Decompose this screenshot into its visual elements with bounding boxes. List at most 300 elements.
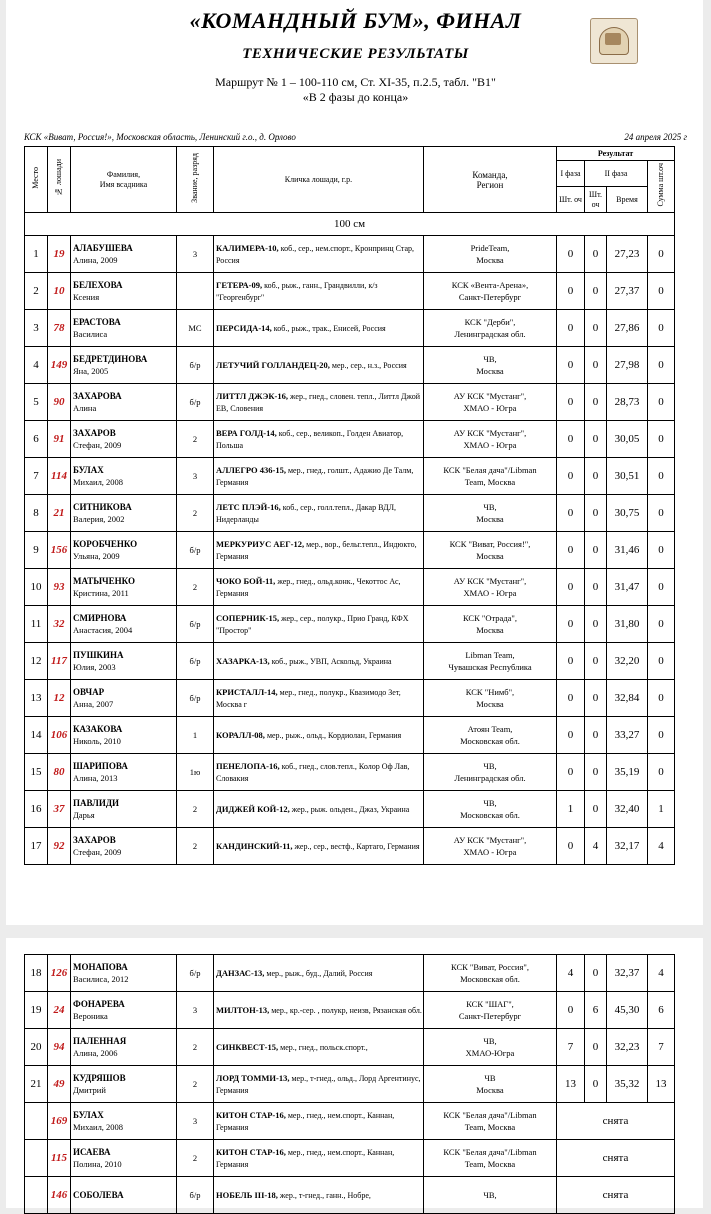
horse-cell bbox=[214, 532, 424, 569]
horse-cell bbox=[214, 569, 424, 606]
phase2-penalty: 0 bbox=[585, 495, 607, 532]
team-cell: АУ КСК "Мустанг", ХМАО - Югра bbox=[424, 569, 557, 606]
rider-surname: ЗАХАРОВА bbox=[73, 391, 122, 401]
penalty-sum: 7 bbox=[648, 1029, 675, 1066]
penalty-sum: 0 bbox=[648, 421, 675, 458]
phase1-penalty: 0 bbox=[557, 421, 585, 458]
rider-name: Василиса, 2012 bbox=[73, 974, 129, 984]
horse-cell bbox=[214, 1029, 424, 1066]
rider-surname: СИТНИКОВА bbox=[73, 502, 132, 512]
horse-details: мер., гнед., нем.спорт., Каннан, Германия bbox=[216, 1147, 395, 1169]
phase2-penalty: 0 bbox=[585, 532, 607, 569]
penalty-sum: 4 bbox=[648, 955, 675, 992]
phase2-time: 45,30 bbox=[607, 992, 648, 1029]
rider-cell bbox=[71, 236, 177, 273]
place-cell bbox=[25, 1103, 48, 1140]
penalty-sum: 0 bbox=[648, 754, 675, 791]
table-row bbox=[25, 1029, 675, 1066]
horse-name: ЛЕТС ПЛЭЙ-16, bbox=[216, 501, 281, 512]
rider-cell bbox=[71, 643, 177, 680]
horse-number: 12 bbox=[48, 680, 71, 717]
rider-rank: 2 bbox=[177, 791, 214, 828]
venue: КСК «Виват, Россия!», Московская область, Ленинский г.о., д. Орлово bbox=[24, 132, 296, 142]
place-cell: 7 bbox=[25, 458, 48, 495]
place-cell: 20 bbox=[25, 1029, 48, 1066]
place-cell: 19 bbox=[25, 992, 48, 1029]
rider-rank: б/р bbox=[177, 955, 214, 992]
horse-number: 126 bbox=[48, 955, 71, 992]
phase1-penalty: 0 bbox=[557, 606, 585, 643]
place-cell: 5 bbox=[25, 384, 48, 421]
rider-cell bbox=[71, 347, 177, 384]
horse-details: мер., т-гнед., ольд., Лорд Аргентинус, Германия bbox=[216, 1073, 421, 1095]
rider-cell bbox=[71, 569, 177, 606]
penalty-sum: 0 bbox=[648, 310, 675, 347]
table-row bbox=[25, 1177, 675, 1214]
phase2-penalty: 0 bbox=[585, 236, 607, 273]
horse-name: МЕРКУРИУС АЕГ-12, bbox=[216, 538, 305, 549]
horse-number: 91 bbox=[48, 421, 71, 458]
rider-name: Анастасия, 2004 bbox=[73, 625, 133, 635]
horse-details: мер., сер., н.з., Россия bbox=[329, 360, 407, 370]
rider-cell bbox=[71, 1066, 177, 1103]
phase1-penalty: 0 bbox=[557, 495, 585, 532]
col-pen2: Шт. оч bbox=[585, 187, 607, 213]
horse-details: мер., гнед., полукр., Квазимодо Зет, Москва г bbox=[216, 687, 401, 709]
col-time: Время bbox=[607, 187, 648, 213]
rider-cell bbox=[71, 754, 177, 791]
rider-name: Кристина, 2011 bbox=[73, 588, 129, 598]
place-cell: 11 bbox=[25, 606, 48, 643]
rider-surname: ПАЛЕННАЯ bbox=[73, 1036, 127, 1046]
phase2-penalty: 0 bbox=[585, 955, 607, 992]
horse-cell bbox=[214, 992, 424, 1029]
rider-rank: б/р bbox=[177, 606, 214, 643]
rider-surname: КОРОБЧЕНКО bbox=[73, 539, 138, 549]
phase2-time: 32,40 bbox=[607, 791, 648, 828]
place-cell: 9 bbox=[25, 532, 48, 569]
team-cell: ЧВ, Ленинградская обл. bbox=[424, 754, 557, 791]
horse-details: коб., рыж., УВП, Аскольд, Украина bbox=[269, 656, 392, 666]
horse-number: 24 bbox=[48, 992, 71, 1029]
rider-rank: б/р bbox=[177, 384, 214, 421]
table-row bbox=[25, 532, 675, 569]
horse-name: МИЛТОН-13, bbox=[216, 1004, 270, 1015]
table-row bbox=[25, 273, 675, 310]
table-row bbox=[25, 606, 675, 643]
horse-cell bbox=[214, 347, 424, 384]
results-table-continued bbox=[24, 954, 675, 1214]
rider-rank: б/р bbox=[177, 680, 214, 717]
col-num: № лошади bbox=[48, 147, 71, 213]
horse-number: 117 bbox=[48, 643, 71, 680]
penalty-sum: 0 bbox=[648, 532, 675, 569]
rider-surname: БЕЛЕХОВА bbox=[73, 280, 123, 290]
rider-name: Полина, 2010 bbox=[73, 1159, 122, 1169]
horse-details: коб., рыж., ганн., Грандвилли, к/з "Георгенбург" bbox=[216, 280, 378, 302]
penalty-sum: 0 bbox=[648, 236, 675, 273]
col-team: Команда, Регион bbox=[424, 147, 557, 213]
phase1-penalty: 1 bbox=[557, 791, 585, 828]
phase2-penalty: 0 bbox=[585, 273, 607, 310]
place-cell: 14 bbox=[25, 717, 48, 754]
horse-cell bbox=[214, 236, 424, 273]
rider-name: Дарья bbox=[73, 810, 95, 820]
phase2-time: 27,23 bbox=[607, 236, 648, 273]
phase2-penalty: 0 bbox=[585, 384, 607, 421]
horse-details: мер., кр.-сер. , полукр, неизв, Рязанская обл. bbox=[269, 1005, 422, 1015]
horse-cell bbox=[214, 828, 424, 865]
rider-rank: 2 bbox=[177, 569, 214, 606]
rider-cell bbox=[71, 532, 177, 569]
team-cell: КСК "Белая дача"/Libman Team, Москва bbox=[424, 1103, 557, 1140]
penalty-sum: 0 bbox=[648, 495, 675, 532]
horse-name: КИТОН СТАР-16, bbox=[216, 1109, 286, 1120]
rider-surname: СОБОЛЕВА bbox=[73, 1190, 124, 1200]
place-cell: 12 bbox=[25, 643, 48, 680]
rider-cell bbox=[71, 495, 177, 532]
horse-number: 115 bbox=[48, 1140, 71, 1177]
horse-details: мер., вор., бельг.тепл., Индюкто, Германия bbox=[216, 539, 417, 561]
horse-details: жер., т-гнед., ганн., Нобре, bbox=[277, 1190, 371, 1200]
table-row bbox=[25, 754, 675, 791]
horse-cell bbox=[214, 955, 424, 992]
horse-cell bbox=[214, 791, 424, 828]
rider-rank: 2 bbox=[177, 421, 214, 458]
rider-surname: МАТЫЧЕНКО bbox=[73, 576, 135, 586]
rider-surname: ЗАХАРОВ bbox=[73, 428, 116, 438]
document-subtitle: ТЕХНИЧЕСКИЕ РЕЗУЛЬТАТЫ bbox=[242, 46, 469, 62]
place-cell: 4 bbox=[25, 347, 48, 384]
place-cell bbox=[25, 1140, 48, 1177]
horse-number: 37 bbox=[48, 791, 71, 828]
rider-rank: 2 bbox=[177, 828, 214, 865]
rider-rank: 3 bbox=[177, 458, 214, 495]
phase2-time: 30,75 bbox=[607, 495, 648, 532]
rider-cell bbox=[71, 384, 177, 421]
horse-number: 93 bbox=[48, 569, 71, 606]
table-row bbox=[25, 680, 675, 717]
federation-logo bbox=[590, 18, 638, 64]
rider-surname: СМИРНОВА bbox=[73, 613, 127, 623]
place-cell: 3 bbox=[25, 310, 48, 347]
rider-name: Яна, 2005 bbox=[73, 366, 109, 376]
horse-name: КАЛИМЕРА-10, bbox=[216, 242, 279, 253]
horse-details: коб., сер., нем.спорт., Кронпринц Стар, Россия bbox=[216, 243, 415, 265]
status-cell: снята bbox=[557, 1140, 675, 1177]
rider-surname: МОНАПОВА bbox=[73, 962, 128, 972]
horse-name: ПЕРСИДА-14, bbox=[216, 322, 272, 333]
horse-number: 32 bbox=[48, 606, 71, 643]
rider-cell bbox=[71, 421, 177, 458]
penalty-sum: 4 bbox=[648, 828, 675, 865]
team-cell: КСК "Виват, Россия!", Москва bbox=[424, 532, 557, 569]
phase2-time: 33,27 bbox=[607, 717, 648, 754]
penalty-sum: 0 bbox=[648, 384, 675, 421]
rider-cell bbox=[71, 1177, 177, 1214]
horse-cell bbox=[214, 606, 424, 643]
rider-cell bbox=[71, 992, 177, 1029]
phase2-penalty: 0 bbox=[585, 643, 607, 680]
phase2-time: 35,32 bbox=[607, 1066, 648, 1103]
table-row bbox=[25, 310, 675, 347]
horse-name: КРИСТАЛЛ-14, bbox=[216, 686, 278, 697]
table-row bbox=[25, 421, 675, 458]
phase1-penalty: 0 bbox=[557, 569, 585, 606]
horse-cell bbox=[214, 421, 424, 458]
horse-name: ПЕНЕЛОПА-16, bbox=[216, 760, 280, 771]
table-row bbox=[25, 569, 675, 606]
horse-details: коб., гнед., слов.тепл., Колор Оф Лав, Словакия bbox=[216, 761, 410, 783]
table-row bbox=[25, 495, 675, 532]
horse-cell bbox=[214, 1103, 424, 1140]
horse-name: ГЕТЕРА-09, bbox=[216, 279, 263, 290]
team-cell: ЧВ, Москва bbox=[424, 495, 557, 532]
horse-name: ЛЕТУЧИЙ ГОЛЛАНДЕЦ-20, bbox=[216, 359, 330, 370]
rider-name: Вероника bbox=[73, 1011, 108, 1021]
col-sum: Сумма шт.оч bbox=[648, 161, 675, 213]
place-cell: 17 bbox=[25, 828, 48, 865]
horse-details: мер., гнед., нем.спорт., Каннан, Германия bbox=[216, 1110, 395, 1132]
team-cell: ЧВ, bbox=[424, 1177, 557, 1214]
horse-cell bbox=[214, 680, 424, 717]
rider-name: Алина, 2013 bbox=[73, 773, 118, 783]
horse-details: жер., сер., полукр., Прио Гранд, КФХ "Простор" bbox=[216, 613, 409, 635]
horse-name: КИТОН СТАР-16, bbox=[216, 1146, 286, 1157]
rider-surname: ПАВЛИДИ bbox=[73, 798, 120, 808]
place-cell bbox=[25, 1177, 48, 1214]
horse-number: 10 bbox=[48, 273, 71, 310]
rider-name: Ксения bbox=[73, 292, 100, 302]
horse-name: КОРАЛЛ-08, bbox=[216, 729, 265, 740]
rider-name: Стефан, 2009 bbox=[73, 440, 122, 450]
document-title: «КОМАНДНЫЙ БУМ», ФИНАЛ bbox=[189, 8, 522, 33]
rider-rank bbox=[177, 273, 214, 310]
rider-rank: 2 bbox=[177, 1029, 214, 1066]
rider-surname: КУДРЯШОВ bbox=[73, 1073, 126, 1083]
horse-cell bbox=[214, 495, 424, 532]
table-row bbox=[25, 955, 675, 992]
rider-rank: 2 bbox=[177, 1140, 214, 1177]
horse-name: ДИДЖЕЙ КОЙ-12, bbox=[216, 803, 290, 814]
horse-number: 19 bbox=[48, 236, 71, 273]
horse-cell bbox=[214, 1177, 424, 1214]
penalty-sum: 6 bbox=[648, 992, 675, 1029]
team-cell: КСК "Дерби", Ленинградская обл. bbox=[424, 310, 557, 347]
place-cell: 10 bbox=[25, 569, 48, 606]
table-row bbox=[25, 1066, 675, 1103]
horse-cell bbox=[214, 273, 424, 310]
rider-surname: ШАРИПОВА bbox=[73, 761, 128, 771]
phase2-time: 27,37 bbox=[607, 273, 648, 310]
phase2-time: 31,47 bbox=[607, 569, 648, 606]
penalty-sum: 0 bbox=[648, 569, 675, 606]
rider-name: Анна, 2007 bbox=[73, 699, 114, 709]
table-row bbox=[25, 791, 675, 828]
phase2-penalty: 6 bbox=[585, 992, 607, 1029]
team-cell: ЧВ, ХМАО-Югра bbox=[424, 1029, 557, 1066]
phase2-penalty: 0 bbox=[585, 347, 607, 384]
horse-name: КАНДИНСКИЙ-11, bbox=[216, 840, 293, 851]
phase2-time: 31,80 bbox=[607, 606, 648, 643]
horse-number: 149 bbox=[48, 347, 71, 384]
horse-name: ЧОКО БОЙ-11, bbox=[216, 575, 276, 586]
horse-name: ХАЗАРКА-13, bbox=[216, 655, 270, 666]
horse-details: жер., гнед., ольд.конк., Чекоттос Ас, Германия bbox=[216, 576, 401, 598]
horse-details: жер., рыж. ольден., Джаз, Украина bbox=[289, 804, 410, 814]
rider-name: Ульяна, 2009 bbox=[73, 551, 120, 561]
team-cell: КСК "ШАГ", Санкт-Петербург bbox=[424, 992, 557, 1029]
table-row bbox=[25, 643, 675, 680]
team-cell: Libman Team, Чувашская Республика bbox=[424, 643, 557, 680]
phase1-penalty: 0 bbox=[557, 310, 585, 347]
place-cell: 16 bbox=[25, 791, 48, 828]
phase2-time: 32,20 bbox=[607, 643, 648, 680]
table-row bbox=[25, 236, 675, 273]
horse-name: ЛИТТЛ ДЖЭК-16, bbox=[216, 390, 288, 401]
phase2-time: 27,86 bbox=[607, 310, 648, 347]
horse-details: коб., рыж., трак., Енисей, Россия bbox=[271, 323, 386, 333]
horse-name: СИНКВЕСТ-15, bbox=[216, 1041, 279, 1052]
horse-cell bbox=[214, 754, 424, 791]
table-row bbox=[25, 992, 675, 1029]
penalty-sum: 0 bbox=[648, 643, 675, 680]
table-row bbox=[25, 1103, 675, 1140]
col-horse: Кличка лошади, г.р. bbox=[214, 147, 424, 213]
phase1-penalty: 4 bbox=[557, 955, 585, 992]
rider-name: Алина, 2009 bbox=[73, 255, 118, 265]
phase1-penalty: 0 bbox=[557, 717, 585, 754]
phase2-time: 35,19 bbox=[607, 754, 648, 791]
phase2-penalty: 0 bbox=[585, 754, 607, 791]
rider-name: Алина bbox=[73, 403, 97, 413]
penalty-sum: 13 bbox=[648, 1066, 675, 1103]
team-cell: Атоян Team, Московская обл. bbox=[424, 717, 557, 754]
phase1-penalty: 0 bbox=[557, 828, 585, 865]
rider-name: Валерия, 2002 bbox=[73, 514, 125, 524]
phase1-penalty: 0 bbox=[557, 384, 585, 421]
phase1-penalty: 0 bbox=[557, 532, 585, 569]
rider-surname: ПУШКИНА bbox=[73, 650, 124, 660]
category-row: 100 см bbox=[25, 213, 675, 236]
horse-name: ДАНЗАС-13, bbox=[216, 967, 265, 978]
event-date: 24 апреля 2025 г bbox=[624, 132, 687, 142]
route-line: Маршрут № 1 – 100-110 см, Ст. XI-35, п.2.5, табл. "В1" bbox=[215, 75, 496, 89]
rider-cell bbox=[71, 680, 177, 717]
team-cell: АУ КСК "Мустанг", ХМАО - Югра bbox=[424, 421, 557, 458]
phase2-penalty: 0 bbox=[585, 569, 607, 606]
phase2-time: 32,23 bbox=[607, 1029, 648, 1066]
horse-details: жер., гнед., словен. тепл., Литтл Джой ЕВ, Словения bbox=[216, 391, 421, 413]
team-cell: КСК "Отрада", Москва bbox=[424, 606, 557, 643]
place-cell: 15 bbox=[25, 754, 48, 791]
horse-details: мер., рыж., буд., Далий, Россия bbox=[264, 968, 373, 978]
phase1-penalty: 0 bbox=[557, 643, 585, 680]
horse-number: 78 bbox=[48, 310, 71, 347]
phase1-penalty: 0 bbox=[557, 273, 585, 310]
rider-cell bbox=[71, 458, 177, 495]
table-row bbox=[25, 458, 675, 495]
rider-surname: ФОНАРЕВА bbox=[73, 999, 125, 1009]
horse-details: мер., рыж., ольд., Кордиолан, Германия bbox=[264, 730, 402, 740]
table-row bbox=[25, 1140, 675, 1177]
horse-name: АЛЛЕГРО 436-15, bbox=[216, 464, 286, 475]
team-cell: ЧВ, Москва bbox=[424, 347, 557, 384]
rider-rank: б/р bbox=[177, 643, 214, 680]
place-cell: 18 bbox=[25, 955, 48, 992]
phase2-penalty: 0 bbox=[585, 1029, 607, 1066]
rider-cell bbox=[71, 273, 177, 310]
rider-rank: б/р bbox=[177, 347, 214, 384]
phase2-penalty: 0 bbox=[585, 310, 607, 347]
rider-cell bbox=[71, 791, 177, 828]
phase2-time: 31,46 bbox=[607, 532, 648, 569]
rider-surname: ИСАЕВА bbox=[73, 1147, 111, 1157]
col-place: Место bbox=[25, 147, 48, 213]
rider-surname: БЕДРЕТДИНОВА bbox=[73, 354, 148, 364]
rider-rank: 3 bbox=[177, 992, 214, 1029]
rider-rank: б/р bbox=[177, 1177, 214, 1214]
phase1-penalty: 13 bbox=[557, 1066, 585, 1103]
horse-number: 156 bbox=[48, 532, 71, 569]
rider-rank: 2 bbox=[177, 495, 214, 532]
phase2-penalty: 0 bbox=[585, 680, 607, 717]
team-cell: ЧВ Москва bbox=[424, 1066, 557, 1103]
col-phase1: I фаза bbox=[557, 161, 585, 187]
rider-name: Стефан, 2009 bbox=[73, 847, 122, 857]
penalty-sum: 0 bbox=[648, 347, 675, 384]
horse-number: 106 bbox=[48, 717, 71, 754]
place-cell: 1 bbox=[25, 236, 48, 273]
phase1-penalty: 0 bbox=[557, 458, 585, 495]
phase1-penalty: 7 bbox=[557, 1029, 585, 1066]
horse-name: СОПЕРНИК-15, bbox=[216, 612, 280, 623]
horse-details: мер., гнед., польск.спорт., bbox=[278, 1042, 368, 1052]
place-cell: 21 bbox=[25, 1066, 48, 1103]
rider-rank: 3 bbox=[177, 236, 214, 273]
horse-number: 146 bbox=[48, 1177, 71, 1214]
rider-surname: БУЛАХ bbox=[73, 1110, 104, 1120]
rider-cell bbox=[71, 828, 177, 865]
table-row bbox=[25, 828, 675, 865]
status-cell: снята bbox=[557, 1103, 675, 1140]
rider-name: Юлия, 2003 bbox=[73, 662, 116, 672]
team-cell: КСК "Нимб", Москва bbox=[424, 680, 557, 717]
rider-rank: 3 bbox=[177, 1103, 214, 1140]
horse-cell bbox=[214, 643, 424, 680]
col-result: Результат bbox=[557, 147, 675, 161]
place-cell: 2 bbox=[25, 273, 48, 310]
phase2-time: 30,51 bbox=[607, 458, 648, 495]
penalty-sum: 0 bbox=[648, 680, 675, 717]
horse-details: коб., сер., голл.тепл., Дакар ВДЛ, Нидерланды bbox=[216, 502, 396, 524]
rider-surname: ОВЧАР bbox=[73, 687, 105, 697]
place-cell: 6 bbox=[25, 421, 48, 458]
rider-cell bbox=[71, 717, 177, 754]
horse-cell bbox=[214, 384, 424, 421]
rider-cell bbox=[71, 1103, 177, 1140]
rider-rank: МС bbox=[177, 310, 214, 347]
rider-rank: 2 bbox=[177, 1066, 214, 1103]
rider-surname: БУЛАХ bbox=[73, 465, 104, 475]
rider-rank: 1ю bbox=[177, 754, 214, 791]
table-row bbox=[25, 384, 675, 421]
team-cell: КСК "Белая дача"/Libman Team, Москва bbox=[424, 1140, 557, 1177]
table-row bbox=[25, 347, 675, 384]
rider-cell bbox=[71, 1140, 177, 1177]
status-cell: снята bbox=[557, 1177, 675, 1214]
horse-cell bbox=[214, 717, 424, 754]
